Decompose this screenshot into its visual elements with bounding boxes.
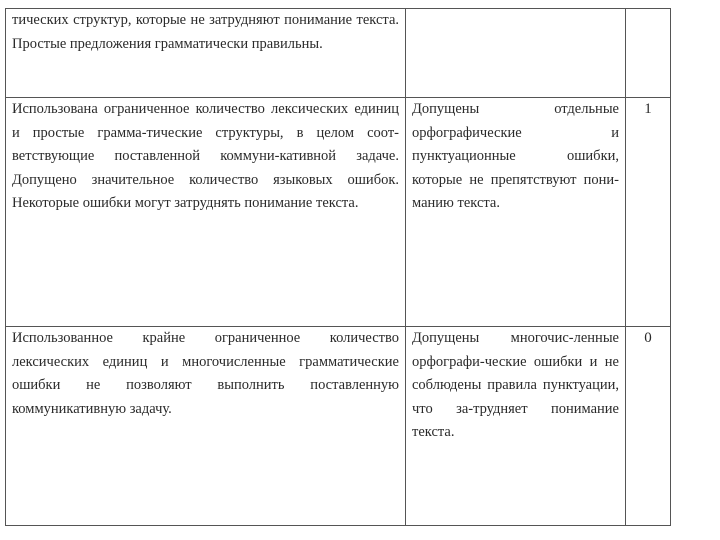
score-cell: 1 [626,98,671,327]
criteria-description-cell: Использована ограниченное количество лексических единиц и простые грамма-тические структуры, в целом соот-ветствующие поставленной коммуни-кативной задаче. Допущено значительное количество языковых ошибок. Некоторые ошибки могут затруднять понимание текста. [6,98,406,327]
table-row [6,98,671,327]
criteria-description-cell: Использованное крайне ограниченное количество лексических единиц и многочисленные грамматические ошибки не позволяют выполнить поставленную коммуникативную задачу. [6,327,406,526]
spelling-punctuation-cell [406,9,626,98]
spelling-punctuation-cell: Допущены отдельные орфографические и пунктуационные ошибки, которые не препятствуют пони-манию текста. [406,98,626,327]
table-row [6,327,671,526]
spelling-punctuation-cell: Допущены многочис-ленные орфографи-ческие ошибки и не соблюдены правила пунктуации, что за-трудняет понимание текста. [406,327,626,526]
criteria-description-cell: тических структур, которые не затрудняют понимание текста. Простые предложения грамматически правильны. [6,9,406,98]
score-cell [626,9,671,98]
table-row [6,9,671,98]
score-cell: 0 [626,327,671,526]
grading-criteria-table [5,8,671,526]
